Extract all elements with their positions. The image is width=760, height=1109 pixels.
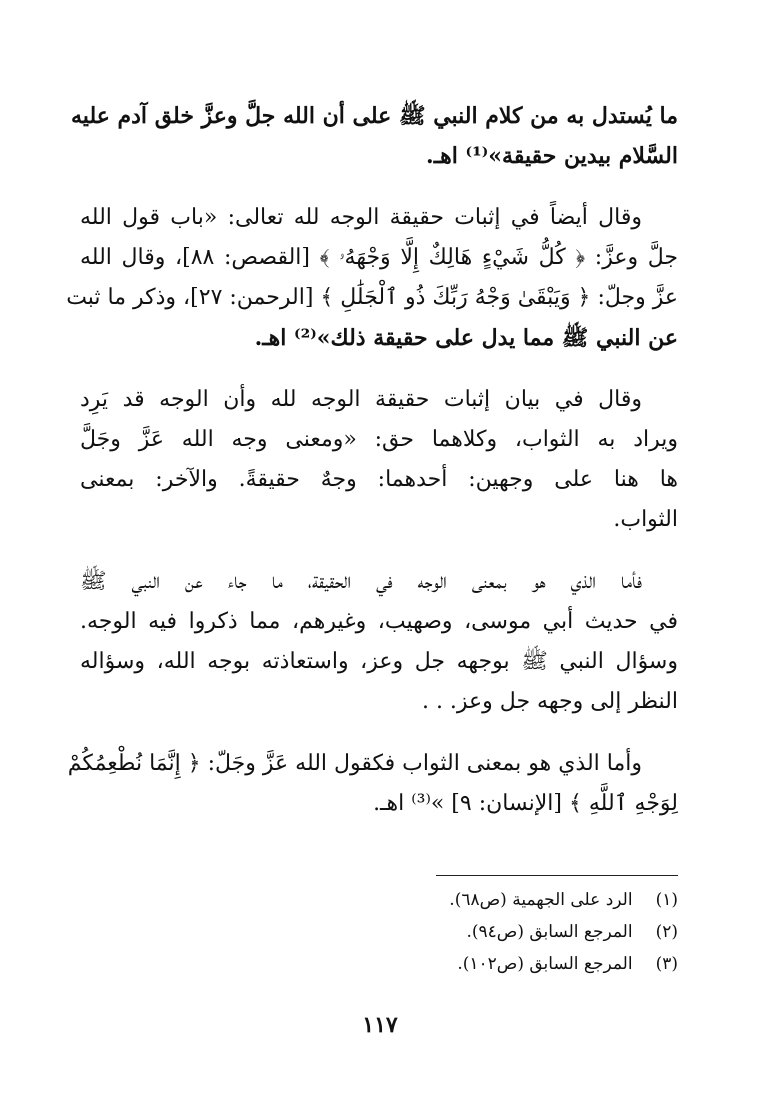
paragraph-2-line-3: عزَّ وجلّ: ﴿ وَيَبْقَىٰ وَجْهُ رَبِّكَ ذُو ٱلْجَلَٰلِ ﴾ [الرحمن: ٢٧]، وذكر ما ثبت <box>66 285 678 310</box>
paragraph-5-line-2: لِوَجْهِ ٱللَّهِ ﴾ [الإنسان: ٩] »⁽³⁾ اهـ. <box>373 791 678 816</box>
paragraph-1 <box>71 96 678 176</box>
paragraph-3-line-3: ها هنا على وجهين: أحدهما: وجهٌ حقيقةً. والآخر: بمعنى <box>80 467 678 492</box>
paragraph-2-line-1: وقال أيضاً في إثبات حقيقة الوجه لله تعالى: «باب قول الله <box>80 205 642 230</box>
paragraph-1-line-1: ما يُستدل به من كلام النبي ﷺ على أن الله جلَّ وعزَّ خلق آدم عليه <box>71 103 678 129</box>
paragraph-3-line-1: وقال في بيان إثبات حقيقة الوجه لله وأن الوجه قد يَرِد <box>80 387 642 412</box>
footnote-1 <box>80 884 678 916</box>
paragraph-2 <box>66 198 678 358</box>
footnote-3-number: (٣) <box>655 954 678 974</box>
paragraph-1-line-2: السَّلام بيدين حقيقة»⁽¹⁾ اهـ. <box>426 143 678 169</box>
footnote-3-text: المرجع السابق (ص١٠٢). <box>457 954 633 974</box>
page-body <box>66 96 678 832</box>
footnote-1-text: الرد على الجهمية (ص٦٨). <box>449 890 633 910</box>
paragraph-3-line-2: ويراد به الثواب، وكلاهما حق: «ومعنى وجه الله عَزَّ وجَلَّ <box>80 427 678 452</box>
footnote-2-number: (٢) <box>655 922 678 942</box>
paragraph-4-line-3: وسؤال النبي ﷺ بوجهه جل وعز، واستعاذته بوجه الله، وسؤاله <box>80 649 678 674</box>
footnote-1-number: (١) <box>655 890 678 910</box>
paragraph-4-line-2: في حديث أبي موسى، وصهيب، وغيرهم، مما ذكروا فيه الوجه. <box>80 609 678 634</box>
paragraph-4-line-1: فأما الذي هو بمعنى الوجه في الحقيقة، ما جاء عن النبي ﷺ <box>80 569 642 594</box>
paragraph-2-line-4: عن النبي ﷺ مما يدل على حقيقة ذلك»⁽²⁾ اهـ. <box>254 325 678 351</box>
footnote-2 <box>80 916 678 948</box>
footnote-3 <box>80 948 678 980</box>
footnote-2-text: المرجع السابق (ص٩٤). <box>466 922 633 942</box>
paragraph-5 <box>67 744 678 824</box>
paragraph-2-line-2: جلَّ وعزَّ: ﴿ كُلُّ شَيْءٍ هَالِكٌ إِلَّا وَجْهَهُۥ ﴾ [القصص: ٨٨]، وقال الله <box>80 245 678 270</box>
footnotes <box>80 884 678 980</box>
paragraph-3 <box>80 380 678 540</box>
paragraph-4 <box>80 562 678 722</box>
paragraph-3-line-4: الثواب. <box>613 507 678 532</box>
paragraph-4-line-4: النظر إلى وجهه جل وعز. . . <box>421 689 678 714</box>
paragraph-5-line-1: وأما الذي هو بمعنى الثواب فكقول الله عَزَّ وجَلّ: ﴿ إِنَّمَا نُطْعِمُكُمْ <box>67 751 642 776</box>
page-number: ١١٧ <box>362 1012 398 1038</box>
footnote-separator <box>436 875 678 876</box>
